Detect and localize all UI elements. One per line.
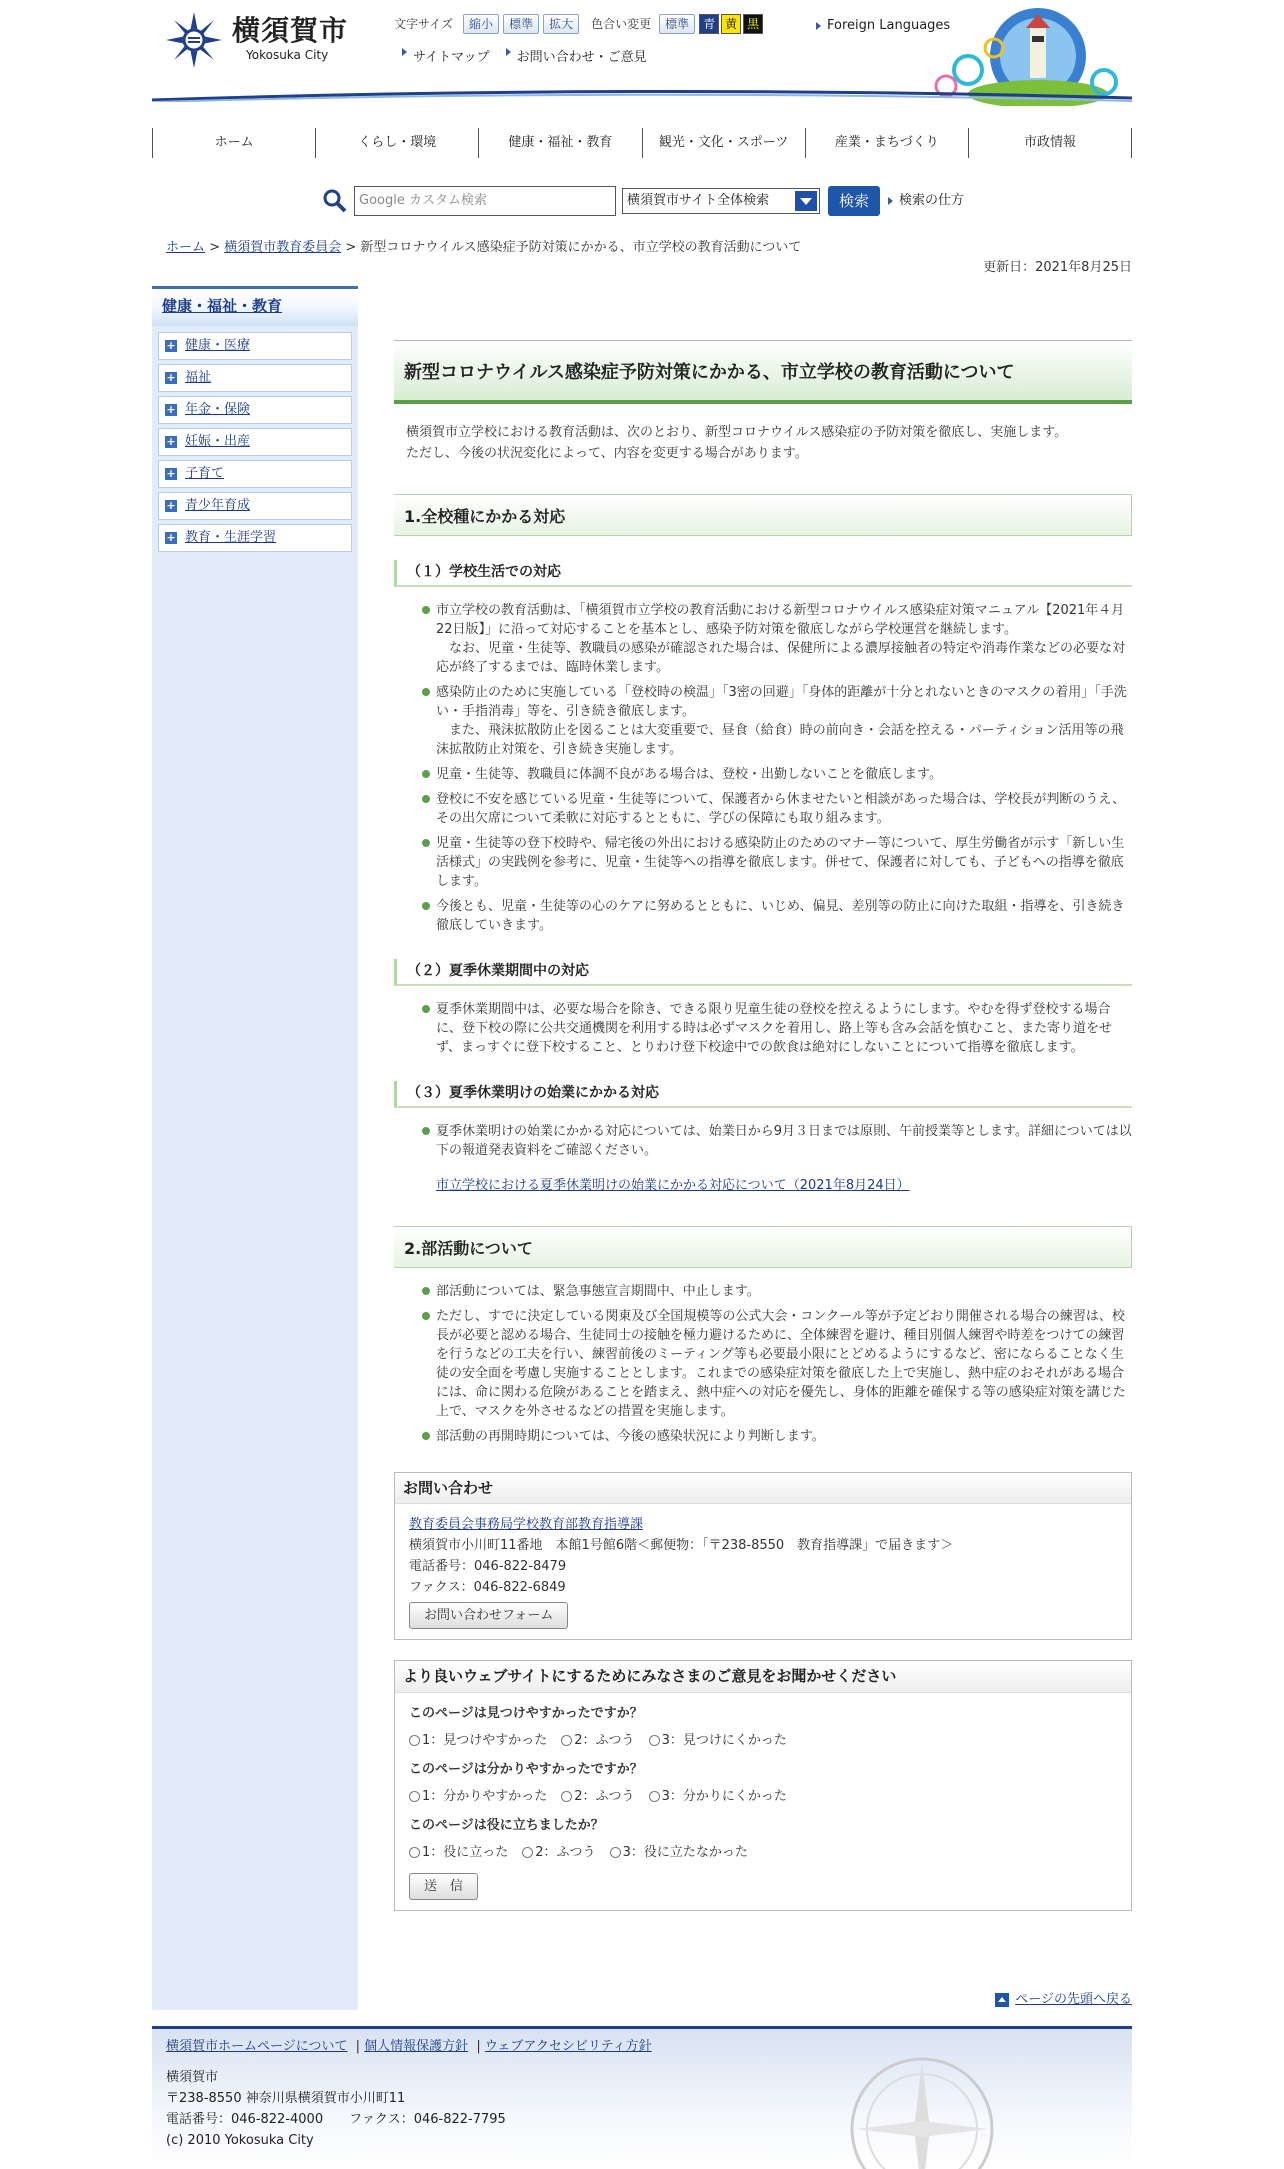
breadcrumb: ホーム > 横須賀市教育委員会 > 新型コロナウイルス感染症予防対策にかかる、市立学校の教育活動について xyxy=(166,240,802,255)
list-item: 部活動については、緊急事態宣言期間中、中止します。 xyxy=(422,1282,1132,1301)
main-content xyxy=(394,340,1132,1911)
bullet-list xyxy=(422,601,1132,935)
arrow-icon xyxy=(888,197,893,205)
sidebar-item-childcare[interactable]: + 子育て xyxy=(158,460,352,488)
color-blue-button[interactable]: 青 xyxy=(699,14,719,34)
color-normal-button[interactable]: 標準 xyxy=(659,14,695,34)
global-nav xyxy=(152,128,1132,158)
survey-q1-option-2[interactable]: 2：ふつう xyxy=(561,1730,634,1751)
survey-question: このページは分かりやすかったですか？ xyxy=(409,1761,643,1777)
header-wave-decoration xyxy=(152,88,1132,102)
plus-icon: + xyxy=(166,499,176,512)
breadcrumb-current: 新型コロナウイルス感染症予防対策にかかる、市立学校の教育活動について xyxy=(360,240,802,255)
survey-q2-option-2[interactable]: 2：ふつう xyxy=(561,1786,634,1807)
inquiry-tel: 電話番号：046-822-8479 xyxy=(409,1559,567,1574)
subsection-heading: （２）夏季休業期間中の対応 xyxy=(394,959,1132,986)
sidebar xyxy=(152,286,358,2010)
sidebar-item-pension[interactable]: + 年金・保険 xyxy=(158,396,352,424)
footer-privacy-link[interactable]: 個人情報保護方針 xyxy=(364,2039,469,2054)
plus-icon: + xyxy=(166,467,176,480)
inquiry-title: お問い合わせ xyxy=(395,1473,1131,1505)
survey-q3-option-1[interactable]: 1：役に立った xyxy=(409,1842,508,1863)
list-item: 部活動の再開時期については、今後の感染状況により判断します。 xyxy=(422,1427,1132,1446)
survey-submit-button[interactable]: 送 信 xyxy=(409,1873,478,1900)
city-name: 横須賀市 xyxy=(232,13,349,47)
survey-q1-option-1[interactable]: 1：見つけやすかった xyxy=(409,1730,547,1751)
font-normal-button[interactable]: 標準 xyxy=(503,14,539,34)
page-title: 新型コロナウイルス感染症予防対策にかかる、市立学校の教育活動について xyxy=(394,340,1132,404)
nav-living[interactable]: くらし・環境 xyxy=(316,128,479,158)
list-item: ただし、すでに決定している関東及び全国規模等の公式大会・コンクール等が予定どおり開催される場合の練習は、校長が必要と認める場合、生徒同士の接触を極力避けるために、全体練習を避け、種目別個人練習や時差をつけての練習を行うなどの工夫を行い、練習前後のミーティング等も必要最小限にとどめるようにするなど、密にならることなく生徒の安全面を考慮し実施することとします。これまでの感染症対策を徹底した上で実施し、熱中症のおそれがある場合には、命に関わる危険があることを踏まえ、熱中症への対応を優先し、身体的距離を確保する等の感染症対策を講じた上で、マスクを外させるなどの措置を実施します。 xyxy=(422,1307,1132,1421)
chevron-down-icon xyxy=(795,191,817,211)
footer-address: 〒238-8550 神奈川県横須賀市小川町11 xyxy=(166,2090,406,2106)
survey-q1-option-3[interactable]: 3：見つけにくかった xyxy=(649,1730,787,1751)
footer-accessibility-link[interactable]: ウェブアクセシビリティ方針 xyxy=(484,2039,652,2054)
survey-title: より良いウェブサイトにするためにみなさまのご意見をお聞かせください xyxy=(395,1661,1131,1693)
foreign-languages-link[interactable]: Foreign Languages xyxy=(816,16,950,36)
plus-icon: + xyxy=(166,339,176,352)
sidebar-title[interactable]: 健康・福祉・教育 xyxy=(152,286,358,326)
survey-question: このページは役に立ちましたか？ xyxy=(409,1817,604,1833)
bullet-list xyxy=(422,1122,1132,1160)
city-name-en: Yokosuka City xyxy=(246,48,329,63)
font-small-button[interactable]: 縮小 xyxy=(463,14,499,34)
plus-icon: + xyxy=(166,371,176,384)
site-header xyxy=(152,0,1132,112)
footer-name: 横須賀市 xyxy=(166,2069,219,2085)
sidebar-item-youth[interactable]: + 青少年育成 xyxy=(158,492,352,520)
list-item: 夏季休業期間中は、必要な場合を除き、できる限り児童生徒の登校を控えるようにします。やむを得ず登校する場合に、登下校の際に公共交通機関を利用する時は必ずマスクを着用し、路上等も含み会話を慎むこと、また寄り道をせず、まっすぐに登下校すること、とりわけ登下校途中での飲食は絶対にしないことについて指導を徹底します。 xyxy=(422,1000,1132,1057)
nav-industry[interactable]: 産業・まちづくり xyxy=(806,128,969,158)
survey-q2-option-1[interactable]: 1：分かりやすかった xyxy=(409,1786,547,1807)
arrow-icon xyxy=(402,48,407,56)
sidebar-item-pregnancy[interactable]: + 妊娠・出産 xyxy=(158,428,352,456)
footer-copyright: (c) 2010 Yokosuka City xyxy=(166,2132,314,2148)
lead-text: 横須賀市立学校における教育活動は、次のとおり、新型コロナウイルス感染症の予防対策を徹底し、実施します。 ただし、今後の状況変化によって、内容を変更する場合があります。 xyxy=(406,425,1068,461)
search-bar xyxy=(322,186,964,216)
site-footer: 横須賀市ホームページについて | 個人情報保護方針 | ウェブアクセシビリティ方針 横須賀市 〒238-8550 神奈川県横須賀市小川町11 電話番号：046-822-4000 ファクス：046-822-7795 (c) 2010 Yokosuka City xyxy=(152,2026,1132,2169)
sidebar-item-welfare[interactable]: + 福祉 xyxy=(158,364,352,392)
search-input[interactable]: Google カスタム検索 xyxy=(354,186,616,216)
radio-icon xyxy=(522,1847,533,1858)
arrow-icon xyxy=(816,22,821,30)
arrow-up-icon xyxy=(995,1993,1009,2007)
sitemap-link[interactable]: サイトマップ xyxy=(413,50,490,65)
plus-icon: + xyxy=(166,435,176,448)
subsection-heading: （１）学校生活での対応 xyxy=(394,560,1132,587)
search-help-link[interactable]: 検索の仕方 xyxy=(888,191,964,211)
list-item: 児童・生徒等の登下校時や、帰宅後の外出における感染防止のためのマナー等について、厚生労働省が示す「新しい生活様式」の実践例を参考に、児童・生徒等への指導を徹底します。併せて、保護者に対しても、子どもへの指導を徹底します。 xyxy=(422,834,1132,891)
list-item: 夏季休業明けの始業にかかる対応については、始業日から9月３日までは原則、午前授業等とします。詳細については以下の報道発表資料をご確認ください。 xyxy=(422,1122,1132,1160)
survey-q3-option-3[interactable]: 3：役に立たなかった xyxy=(610,1842,748,1863)
city-emblem-icon xyxy=(164,10,224,70)
list-item: 感染防止のために実施している「登校時の検温」「3密の回避」「身体的距離が十分とれないときのマスクの着用」「手洗い・手指消毒」等を、引き続き徹底します。 また、飛沫拡散防止を図ることは大変重要で、昼食（給食）時の前向き・会話を控える・パーティション活用等の飛沫拡散防止対策を、引き続き実施します。 xyxy=(422,683,1132,759)
arrow-icon xyxy=(506,48,511,56)
press-release-link[interactable]: 市立学校における夏季休業明けの始業にかかる対応について（2021年8月24日） xyxy=(436,1178,910,1193)
survey-question: このページは見つけやすかったですか？ xyxy=(409,1705,643,1721)
radio-icon xyxy=(610,1847,621,1858)
nav-city-info[interactable]: 市政情報 xyxy=(969,128,1132,158)
subsection-heading: （３）夏季休業明けの始業にかかる対応 xyxy=(394,1081,1132,1108)
breadcrumb-board[interactable]: 横須賀市教育委員会 xyxy=(224,240,342,255)
list-item: 今後とも、児童・生徒等の心のケアに努めるとともに、いじめ、偏見、差別等の防止に向けた取組・指導を、引き続き徹底していきます。 xyxy=(422,897,1132,935)
page-top-link[interactable]: ページの先頭へ戻る xyxy=(995,1990,1132,2010)
footer-phone: 電話番号：046-822-4000 ファクス：046-822-7795 xyxy=(166,2111,506,2127)
accessibility-tools xyxy=(394,14,763,34)
survey-q2-option-3[interactable]: 3：分かりにくかった xyxy=(649,1786,787,1807)
updated-date: 更新日：2021年8月25日 xyxy=(983,260,1132,275)
inquiry-form-button[interactable]: お問い合わせフォーム xyxy=(409,1602,568,1629)
list-item: 登校に不安を感じている児童・生徒等について、保護者から休ませたいと相談があった場合は、学校長が判断のうえ、その出欠席について柔軟に対応するとともに、学びの保障にも取り組みます。 xyxy=(422,790,1132,828)
color-label: 色合い変更 xyxy=(591,17,652,31)
list-item: 市立学校の教育活動は、「横須賀市立学校の教育活動における新型コロナウイルス感染症対策マニュアル【2021年４月22日版】」に沿って対応することを基本とし、感染予防対策を徹底しながら学校運営を継続します。 なお、児童・生徒等、教職員の感染が確認された場合は、保健所による濃厚接触者の特定や消毒作業などの必要な対応が終了するまでは、臨時休業します。 xyxy=(422,601,1132,677)
color-black-button[interactable]: 黒 xyxy=(743,14,763,34)
list-item: 児童・生徒等、教職員に体調不良がある場合は、登校・出勤しないことを徹底します。 xyxy=(422,765,1132,784)
radio-icon xyxy=(409,1735,420,1746)
survey-box xyxy=(394,1660,1132,1911)
section-heading: 1.全校種にかかる対応 xyxy=(394,494,1132,536)
nav-tourism[interactable]: 観光・文化・スポーツ xyxy=(643,128,806,158)
font-size-label: 文字サイズ xyxy=(394,17,454,31)
footer-about-link[interactable]: 横須賀市ホームページについて xyxy=(166,2039,348,2054)
bullet-list xyxy=(422,1282,1132,1446)
sidebar-item-health[interactable]: + 健康・医療 xyxy=(158,332,352,360)
inquiry-dept-link[interactable]: 教育委員会事務局学校教育部教育指導課 xyxy=(409,1517,644,1532)
plus-icon: + xyxy=(166,531,176,544)
section-heading: 2.部活動について xyxy=(394,1226,1132,1268)
radio-icon xyxy=(561,1791,572,1802)
radio-icon xyxy=(649,1735,660,1746)
search-scope-select[interactable]: 横須賀市サイト全体検索 xyxy=(622,188,820,214)
radio-icon xyxy=(409,1791,420,1802)
font-large-button[interactable]: 拡大 xyxy=(543,14,579,34)
sidebar-item-education[interactable]: + 教育・生涯学習 xyxy=(158,524,352,552)
site-logo[interactable] xyxy=(164,10,348,70)
search-icon xyxy=(322,188,348,214)
inquiry-address: 横須賀市小川町11番地 本館1号館6階＜郵便物：「〒238-8550 教育指導課」で届きます＞ xyxy=(409,1538,954,1553)
radio-icon xyxy=(561,1735,572,1746)
nav-health[interactable]: 健康・福祉・教育 xyxy=(479,128,642,158)
nav-home[interactable]: ホーム xyxy=(153,128,316,158)
contact-link[interactable]: お問い合わせ・ご意見 xyxy=(516,50,647,65)
search-button[interactable]: 検索 xyxy=(828,186,880,216)
color-yellow-button[interactable]: 黄 xyxy=(721,14,741,34)
header-links xyxy=(402,48,663,68)
radio-icon xyxy=(649,1791,660,1802)
inquiry-fax: ファクス：046-822-6849 xyxy=(409,1580,566,1595)
bullet-list xyxy=(422,1000,1132,1057)
breadcrumb-home[interactable]: ホーム xyxy=(166,240,206,255)
inquiry-box xyxy=(394,1472,1132,1641)
radio-icon xyxy=(409,1847,420,1858)
compass-decoration-icon xyxy=(842,2049,1002,2169)
survey-q3-option-2[interactable]: 2：ふつう xyxy=(522,1842,595,1863)
plus-icon: + xyxy=(166,403,176,416)
page xyxy=(152,0,1132,2169)
